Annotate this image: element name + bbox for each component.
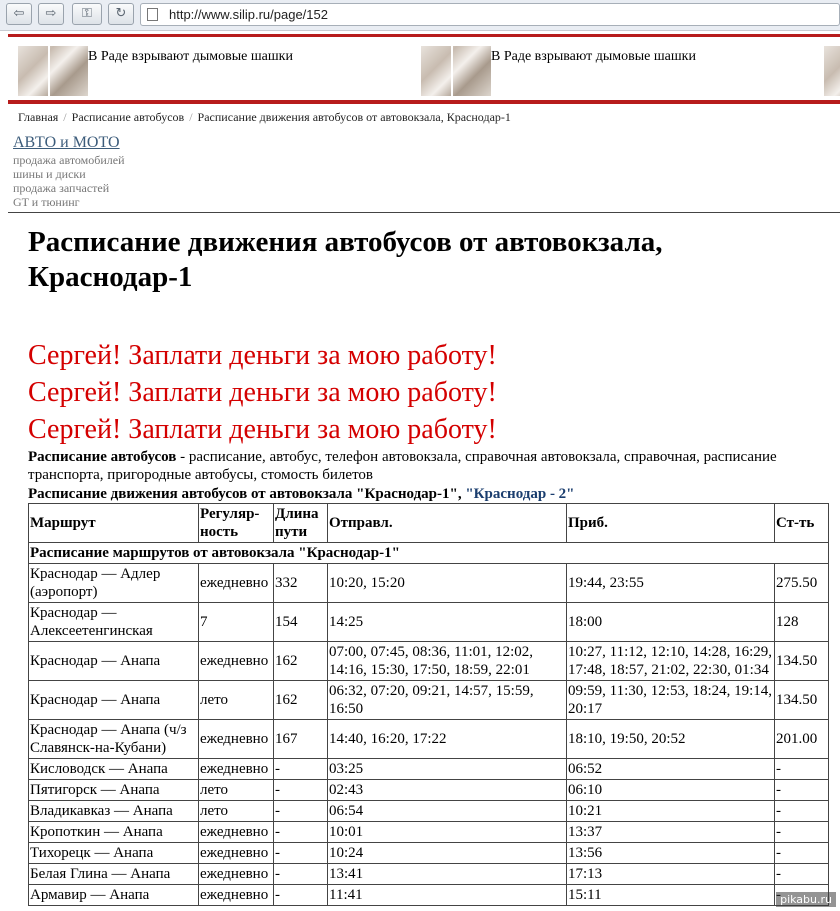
address-bar[interactable] bbox=[140, 3, 840, 26]
column-header-distance: Длина пути bbox=[274, 504, 328, 543]
cell-distance: 332 bbox=[274, 564, 328, 603]
breadcrumb-bus-schedule[interactable]: Расписание автобусов bbox=[71, 110, 185, 124]
group-row bbox=[29, 543, 829, 564]
column-header-regularity: Регуляр-ность bbox=[199, 504, 274, 543]
cell-distance: 167 bbox=[274, 720, 328, 759]
table-row bbox=[29, 720, 829, 759]
table-row bbox=[29, 801, 829, 822]
cell-route: Краснодар — Адлер (аэропорт) bbox=[29, 564, 199, 603]
cell-distance: - bbox=[274, 864, 328, 885]
cell-price: 128 bbox=[775, 603, 829, 642]
news-thumbnail[interactable] bbox=[421, 46, 491, 96]
cell-departure: 07:00, 07:45, 08:36, 11:01, 12:02, 14:16, 15:30, 17:50, 18:59, 22:01 bbox=[328, 642, 567, 681]
browser-toolbar bbox=[0, 0, 840, 31]
cell-route: Белая Глина — Анапа bbox=[29, 864, 199, 885]
cell-price: 134.50 bbox=[775, 642, 829, 681]
cell-regularity: ежедневно bbox=[199, 720, 274, 759]
cell-departure: 11:41 bbox=[328, 885, 567, 906]
table-row bbox=[29, 681, 829, 720]
news-thumbnail[interactable] bbox=[18, 46, 88, 96]
cell-route: Владикавказ — Анапа bbox=[29, 801, 199, 822]
header-bottom-line bbox=[8, 100, 840, 104]
cell-arrival: 09:59, 11:30, 12:53, 18:24, 19:14, 20:17 bbox=[567, 681, 775, 720]
breadcrumb-home[interactable]: Главная bbox=[18, 110, 59, 124]
cell-departure: 10:01 bbox=[328, 822, 567, 843]
cell-arrival: 13:56 bbox=[567, 843, 775, 864]
news-item-partial[interactable] bbox=[824, 46, 840, 96]
cell-price: - bbox=[775, 801, 829, 822]
cell-distance: - bbox=[274, 843, 328, 864]
cell-arrival: 13:37 bbox=[567, 822, 775, 843]
column-header-route: Маршрут bbox=[29, 504, 199, 543]
news-thumbnail[interactable] bbox=[824, 46, 840, 96]
column-header-arrival: Приб. bbox=[567, 504, 775, 543]
cell-departure: 14:40, 16:20, 17:22 bbox=[328, 720, 567, 759]
cell-arrival: 06:52 bbox=[567, 759, 775, 780]
group-row-title: Расписание маршрутов от автовокзала "Краснодар-1" bbox=[29, 543, 829, 564]
news-item[interactable] bbox=[421, 46, 811, 96]
cell-distance: - bbox=[274, 780, 328, 801]
table-row bbox=[29, 864, 829, 885]
cell-distance: - bbox=[274, 885, 328, 906]
cell-route: Армавир — Анапа bbox=[29, 885, 199, 906]
category-link-parts[interactable]: продажа запчастей bbox=[13, 181, 110, 195]
cell-price: - bbox=[775, 864, 829, 885]
table-title bbox=[28, 486, 575, 503]
cell-arrival: 10:27, 11:12, 12:10, 14:28, 16:29, 17:48, 18:57, 21:02, 22:30, 01:34 bbox=[567, 642, 775, 681]
cell-regularity: лето bbox=[199, 681, 274, 720]
cell-regularity: ежедневно bbox=[199, 822, 274, 843]
cell-route: Пятигорск — Анапа bbox=[29, 780, 199, 801]
cell-departure: 03:25 bbox=[328, 759, 567, 780]
cell-departure: 14:25 bbox=[328, 603, 567, 642]
cell-regularity: ежедневно bbox=[199, 759, 274, 780]
cell-arrival: 17:13 bbox=[567, 864, 775, 885]
cell-distance: - bbox=[274, 759, 328, 780]
cell-distance: 154 bbox=[274, 603, 328, 642]
table-row bbox=[29, 759, 829, 780]
cell-departure: 06:54 bbox=[328, 801, 567, 822]
breadcrumb: Главная / Расписание автобусов / Расписание движения автобусов от автовокзала, Краснодар-1 bbox=[18, 110, 511, 124]
header-top-line bbox=[8, 34, 840, 37]
breadcrumb-current: Расписание движения автобусов от автовокзала, Краснодар-1 bbox=[197, 110, 511, 124]
category-link-tuning[interactable]: GT и тюнинг bbox=[13, 195, 80, 209]
cell-regularity: ежедневно bbox=[199, 564, 274, 603]
news-title[interactable]: В Раде взрывают дымовые шашки bbox=[491, 49, 696, 64]
table-row bbox=[29, 822, 829, 843]
key-button[interactable] bbox=[72, 3, 102, 25]
category-block bbox=[13, 134, 125, 209]
table-row bbox=[29, 564, 829, 603]
keywords-label: Расписание автобусов bbox=[28, 449, 177, 465]
cell-arrival: 06:10 bbox=[567, 780, 775, 801]
keywords-text: - расписание, автобус, телефон автовокзала, справочная автовокзала, справочная, расписание транспорта, пригородные автобусы, стомость билетов bbox=[28, 449, 777, 483]
red-message: Сергей! Заплати деньги за мою работу! bbox=[28, 377, 497, 408]
cell-arrival: 18:10, 19:50, 20:52 bbox=[567, 720, 775, 759]
page-icon bbox=[147, 8, 158, 21]
cell-regularity: ежедневно bbox=[199, 843, 274, 864]
cell-regularity: лето bbox=[199, 801, 274, 822]
page-title: Расписание движения автобусов от автовокзала, Краснодар-1 bbox=[28, 226, 663, 293]
cell-regularity: ежедневно bbox=[199, 885, 274, 906]
keywords-paragraph bbox=[28, 448, 818, 484]
schedule-table bbox=[28, 503, 829, 906]
table-title-text: Расписание движения автобусов от автовокзала "Краснодар-1", bbox=[28, 486, 466, 502]
cell-distance: - bbox=[274, 801, 328, 822]
cell-price: 275.50 bbox=[775, 564, 829, 603]
cell-price: - bbox=[775, 780, 829, 801]
cell-departure: 06:32, 07:20, 09:21, 14:57, 15:59, 16:50 bbox=[328, 681, 567, 720]
back-button[interactable] bbox=[6, 3, 32, 25]
url-text[interactable]: http://www.silip.ru/page/152 bbox=[169, 7, 328, 22]
cell-regularity: ежедневно bbox=[199, 864, 274, 885]
watermark: pikabu.ru bbox=[776, 892, 836, 907]
cell-price: - bbox=[775, 759, 829, 780]
cell-route: Краснодар — Анапа bbox=[29, 681, 199, 720]
cell-regularity: ежедневно bbox=[199, 642, 274, 681]
krasnodar-2-link[interactable]: "Краснодар - 2" bbox=[465, 486, 575, 502]
cell-route: Кисловодск — Анапа bbox=[29, 759, 199, 780]
reload-icon: ↻ bbox=[115, 6, 127, 21]
cell-arrival: 15:11 bbox=[567, 885, 775, 906]
cell-price: - bbox=[775, 843, 829, 864]
category-link-cars[interactable]: продажа автомобилей bbox=[13, 153, 125, 167]
key-icon: ⚿ bbox=[82, 6, 92, 21]
cell-price: 201.00 bbox=[775, 720, 829, 759]
red-message: Сергей! Заплати деньги за мою работу! bbox=[28, 340, 497, 371]
column-header-departure: Отправл. bbox=[328, 504, 567, 543]
cell-arrival: 18:00 bbox=[567, 603, 775, 642]
cell-departure: 13:41 bbox=[328, 864, 567, 885]
news-title[interactable]: В Раде взрывают дымовые шашки bbox=[88, 49, 293, 64]
cell-departure: 02:43 bbox=[328, 780, 567, 801]
cell-route: Тихорецк — Анапа bbox=[29, 843, 199, 864]
cell-departure: 10:24 bbox=[328, 843, 567, 864]
category-link-tires[interactable]: шины и диски bbox=[13, 167, 86, 181]
table-row bbox=[29, 780, 829, 801]
column-header-price: Ст-ть bbox=[775, 504, 829, 543]
cell-price: 134.50 bbox=[775, 681, 829, 720]
cell-arrival: 10:21 bbox=[567, 801, 775, 822]
table-row bbox=[29, 843, 829, 864]
cell-distance: 162 bbox=[274, 642, 328, 681]
table-row bbox=[29, 603, 829, 642]
red-message: Сергей! Заплати деньги за мою работу! bbox=[28, 414, 497, 445]
cell-route: Краснодар — Анапа bbox=[29, 642, 199, 681]
news-item[interactable] bbox=[18, 46, 408, 96]
table-row bbox=[29, 885, 829, 906]
table-header-row bbox=[29, 504, 829, 543]
table-row bbox=[29, 642, 829, 681]
cell-departure: 10:20, 15:20 bbox=[328, 564, 567, 603]
reload-button[interactable] bbox=[108, 3, 134, 25]
cell-regularity: лето bbox=[199, 780, 274, 801]
category-title-link[interactable]: АВТО и МОТО bbox=[13, 134, 120, 151]
cell-route: Краснодар — Алексеетенгинская bbox=[29, 603, 199, 642]
forward-button[interactable] bbox=[38, 3, 64, 25]
cell-distance: 162 bbox=[274, 681, 328, 720]
back-arrow-icon: ⇦ bbox=[13, 6, 25, 21]
cell-price: - bbox=[775, 822, 829, 843]
cell-route: Кропоткин — Анапа bbox=[29, 822, 199, 843]
forward-arrow-icon: ⇨ bbox=[45, 6, 57, 21]
cell-regularity: 7 bbox=[199, 603, 274, 642]
cell-route: Краснодар — Анапа (ч/з Славянск-на-Кубани) bbox=[29, 720, 199, 759]
divider bbox=[8, 212, 840, 213]
cell-distance: - bbox=[274, 822, 328, 843]
cell-arrival: 19:44, 23:55 bbox=[567, 564, 775, 603]
